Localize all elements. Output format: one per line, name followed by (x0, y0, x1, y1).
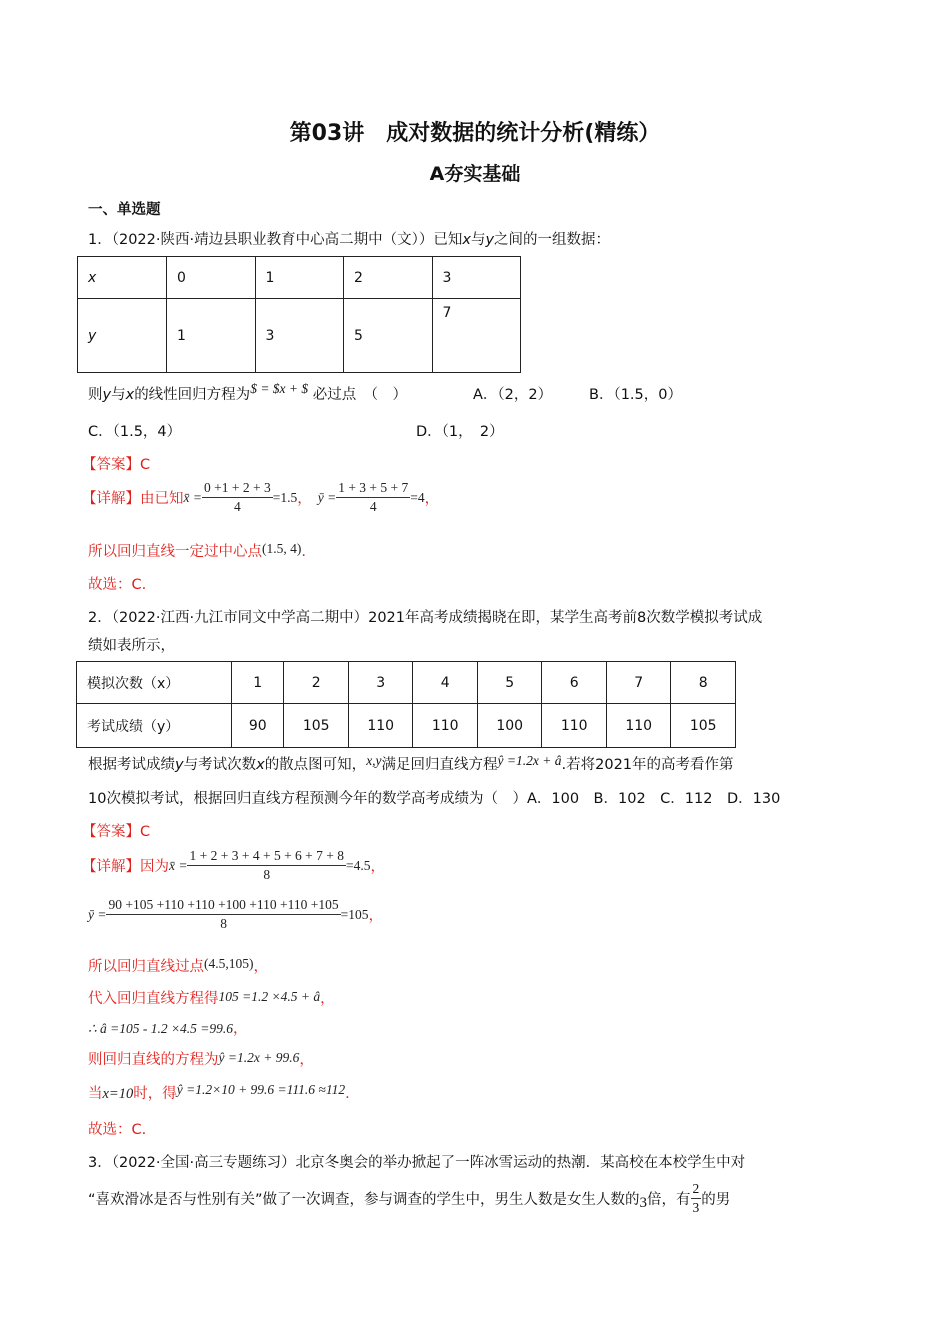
q1-cell: 0 (167, 257, 256, 299)
q1-text: 与 (470, 232, 486, 248)
q1-cell: 5 (344, 299, 433, 373)
q2-frac-numerator: 1 + 2 + 3 + 4 + 5 + 6 + 7 + 8 (187, 848, 346, 866)
q2-cell: 3 (348, 662, 413, 704)
q1-cell: 3 (432, 257, 521, 299)
q2-step2 (88, 987, 335, 1008)
q1-source: （2022·陕西·靖边县职业教育中心高二期中（文））已知 (111, 232, 463, 248)
q1-sep: ， (297, 491, 312, 507)
q2-text: 满足回归直线方程 (381, 757, 498, 773)
q1-frac-numerator: 1 + 3 + 5 + 7 (336, 480, 410, 498)
q2-step-text: 则回归直线的方程为 (88, 1052, 219, 1068)
q2-stem-line4: 10次模拟考试，根据回归直线方程预测今年的数学高考成绩为（ ）A．100 B．102 C．112 D．130 (88, 791, 781, 807)
q2-text: 的散点图可知， (264, 757, 367, 773)
q3-text: 倍，有 (647, 1192, 691, 1208)
q2-frac-denominator: 8 (220, 916, 227, 931)
q1-var-y: y (485, 232, 495, 248)
q3-stem-line1 (88, 1151, 745, 1172)
q2-stem-line2: 绩如表所示， (88, 638, 175, 654)
q2-stem-line1 (88, 606, 762, 627)
q2-cell: 7 (606, 662, 671, 704)
q2-step-end: ， (320, 991, 335, 1007)
q2-step-end: ， (233, 1021, 248, 1037)
q2-step-text: 时，得 (133, 1086, 177, 1102)
q1-var-x: x (125, 387, 135, 403)
q2-cell: 2 (284, 662, 349, 704)
q1-period: . (301, 544, 306, 560)
q2-step3 (88, 1017, 248, 1038)
q1-text: 的线性回归方程为 (134, 387, 251, 403)
q2-step-equation: ŷ =1.2×10 + 99.6 =111.6 ≈112 (176, 1082, 346, 1097)
q2-step-text: 代入回归直线方程得 (88, 991, 219, 1007)
q1-number: 1． (88, 232, 112, 248)
q3-frac-numerator: 2 (691, 1181, 702, 1199)
q3-stem-line2 (88, 1181, 730, 1216)
q1-fraction-y (336, 480, 410, 515)
q2-fraction-x (187, 848, 346, 883)
q1-cell: y (78, 299, 167, 373)
q1-line2 (88, 383, 407, 404)
q1-frac-result: =1.5 (272, 489, 298, 505)
q2-detail-label: 【详解】因为 (82, 859, 169, 875)
q1-option-a: A．（2，2） (473, 387, 553, 403)
q1-frac-result: =4 (410, 489, 425, 505)
q2-regression-equation: ŷ =1.2x + â (497, 753, 562, 768)
q2-ybar: ȳ = (88, 906, 107, 922)
q1-text-tail: 之间的一组数据： (494, 232, 611, 248)
q1-cell: 1 (255, 257, 344, 299)
q2-center-point: (4.5,105) (204, 956, 254, 971)
q1-choose: 故选：C. (88, 577, 147, 593)
q1-xbar: x̄ = (183, 489, 202, 505)
q2-text: 根据考试成绩 (88, 757, 175, 773)
page-title: 第03讲 成对数据的统计分析(精练） (289, 121, 661, 146)
q2-text: .若将2021年的高考看作第 (561, 757, 734, 773)
q1-frac-denominator: 4 (233, 499, 241, 514)
q1-conclusion-text: 所以回归直线一定过中心点 (88, 544, 262, 560)
q2-cell: 110 (542, 704, 607, 748)
q2-comma: ， (370, 859, 386, 875)
q2-step-text: 所以回归直线过点 (88, 959, 204, 975)
q2-frac-result: =105 (340, 906, 369, 922)
q2-detail-line2 (88, 897, 383, 932)
q3-number-three: 3 (639, 1195, 648, 1211)
section-heading: 一、单选题 (88, 202, 161, 218)
q1-table (77, 256, 521, 373)
q3-text: （2022·全国·高三专题练习）北京冬奥会的举办掀起了一阵冰雪运动的热潮．某高校在本校学生中对 (111, 1155, 746, 1171)
q1-cell: x (78, 257, 167, 299)
q3-text: “喜欢滑冰是否与性别有关”做了一次调查，参与调查的学生中，男生人数是女生人数的 (88, 1192, 640, 1208)
q2-number: 2． (88, 610, 112, 626)
q2-comma: ， (368, 908, 384, 924)
q2-step-end: ， (299, 1052, 314, 1068)
q1-end: ， (424, 491, 440, 507)
q2-frac-result: =4.5 (346, 857, 371, 873)
q2-xbar: x̄ = (169, 857, 188, 873)
q2-frac-numerator: 90 +105 +110 +110 +100 +110 +110 +105 (106, 897, 340, 915)
q1-detail (82, 480, 439, 515)
q2-step-x: x=10 (102, 1086, 134, 1102)
q2-cell: 90 (232, 704, 284, 748)
q2-var-x: x (256, 757, 265, 773)
q2-step-equation: ŷ =1.2x + 99.6 (218, 1050, 300, 1065)
q2-step-equation: 105 =1.2 ×4.5 + â (218, 989, 321, 1004)
q3-text: 的男 (701, 1192, 731, 1208)
q2-frac-denominator: 8 (263, 867, 271, 882)
q2-choose: 故选：C. (88, 1122, 147, 1138)
q1-regression-equation: $ = $x + $ (250, 381, 309, 396)
q2-step-equation: ∴ â =105 - 1.2 ×4.5 =99.6 (88, 1021, 234, 1036)
q2-step5 (88, 1082, 350, 1103)
q2-detail-line1 (82, 848, 385, 883)
q2-cell: 4 (413, 662, 478, 704)
q1-stem (88, 228, 610, 249)
q1-center-point: (1.5, 4) (262, 541, 302, 556)
q2-step-text: 当 (88, 1086, 103, 1102)
q1-cell: 2 (344, 257, 433, 299)
q2-cell: 110 (606, 704, 671, 748)
q1-option-d: D．（1， 2） (416, 424, 504, 440)
q2-cell: 6 (542, 662, 607, 704)
q2-cell: 1 (232, 662, 284, 704)
q2-step4 (88, 1048, 314, 1069)
q1-cell: 1 (167, 299, 256, 373)
q2-cell: 110 (413, 704, 478, 748)
q1-conclusion (88, 540, 306, 561)
q2-cell: 5 (477, 662, 542, 704)
q3-frac-denominator: 3 (692, 1200, 700, 1215)
q1-fraction-x (202, 480, 273, 515)
q2-step1 (88, 955, 268, 976)
q2-cell: 105 (284, 704, 349, 748)
q1-option-b: B．（1.5，0） (589, 387, 682, 403)
q2-fraction-y (106, 897, 340, 932)
q1-frac-numerator: 0 +1 + 2 + 3 (202, 480, 273, 498)
q2-var-xy: x,y (366, 753, 382, 768)
q1-text: 必过点 （ ） (312, 387, 408, 403)
q3-fraction (691, 1181, 702, 1216)
q2-cell: 考试成绩（y） (77, 704, 232, 748)
q1-var-x: x (462, 232, 471, 248)
q1-answer: 【答案】C (82, 457, 151, 473)
q1-text: 与 (111, 387, 126, 403)
q2-cell: 模拟次数（x） (77, 662, 232, 704)
q2-text: （2022·江西·九江市同文中学高二期中）2021年高考成绩揭晓在即，某学生高考前8次数学模拟考试成 (111, 610, 763, 626)
q1-ybar: ȳ = (317, 489, 337, 505)
q2-cell: 100 (477, 704, 542, 748)
q2-step-end: ， (253, 959, 268, 975)
q2-stem-line3 (88, 753, 734, 774)
q1-cell: 3 (255, 299, 344, 373)
q1-frac-denominator: 4 (369, 499, 377, 514)
q3-number: 3． (88, 1155, 112, 1171)
page-subtitle: A夯实基础 (429, 163, 521, 185)
q2-var-y: y (175, 757, 184, 773)
q1-detail-label: 【详解】由已知 (82, 491, 184, 507)
q2-step-end: . (345, 1086, 350, 1102)
q2-cell: 105 (671, 704, 736, 748)
q1-var-y: y (102, 387, 112, 403)
q1-cell: 7 (432, 299, 521, 373)
q2-answer: 【答案】C (82, 824, 151, 840)
q2-cell: 8 (671, 662, 736, 704)
q1-option-c: C．（1.5，4） (88, 424, 182, 440)
q2-cell: 110 (348, 704, 413, 748)
q2-text: 与考试次数 (183, 757, 257, 773)
q1-text: 则 (88, 387, 103, 403)
q2-table (76, 661, 736, 748)
